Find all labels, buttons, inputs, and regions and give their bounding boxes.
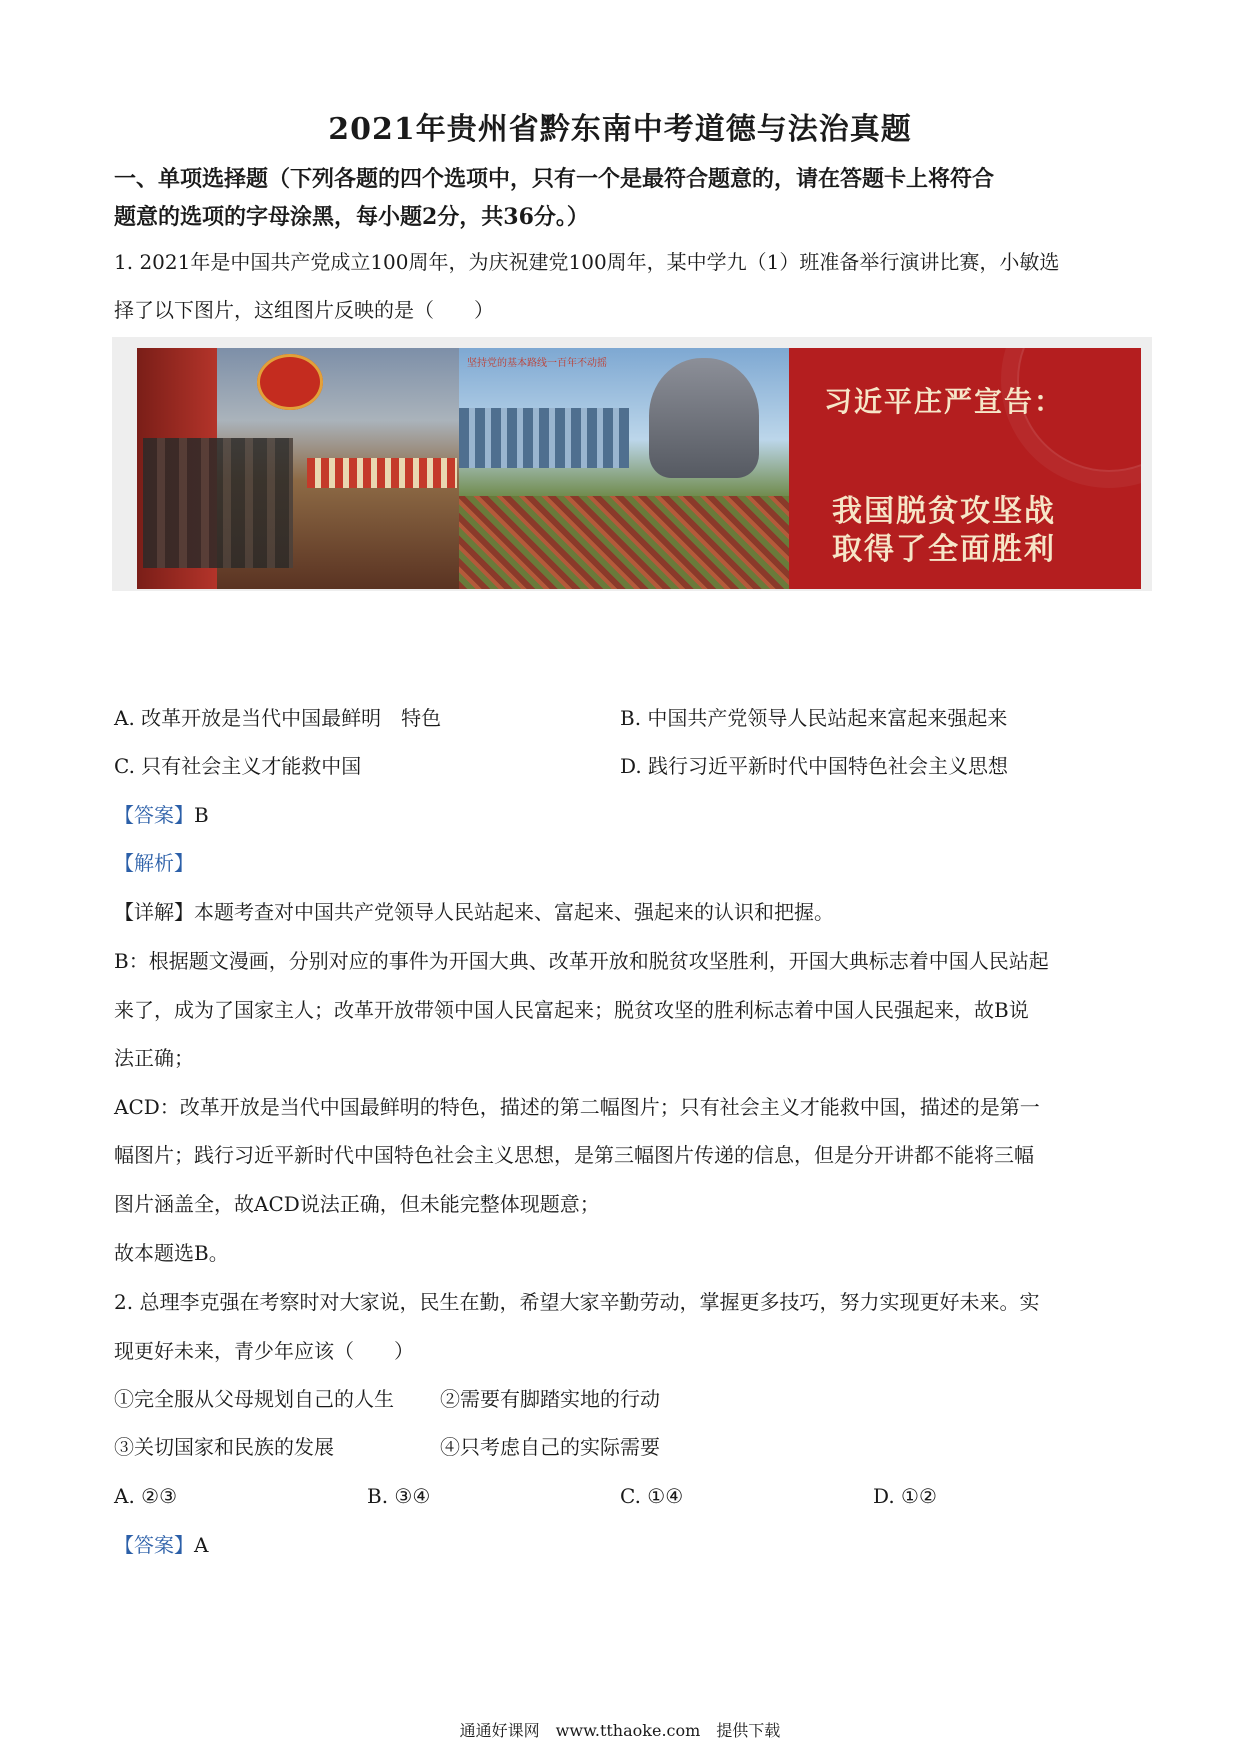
q1-answer: [114, 800, 209, 830]
section-heading: [114, 160, 1134, 236]
q1-figure: [112, 337, 1152, 591]
q1-detail: 【详解】本题考查对中国共产党领导人民站起来、富起来、强起来的认识和把握。: [114, 900, 834, 924]
reform-opening-image: [459, 348, 789, 589]
footer: 通通好课网 www.tthaoke.com 提供下载: [459, 1721, 781, 1740]
q2-stem-line1: 2. 总理李克强在考察时对大家说，民生在勤，希望大家辛勤劳动，掌握更多技巧，努力实现更好未来。实: [114, 1290, 1040, 1314]
q1-stem-line2: 择了以下图片，这组图片反映的是（ ）: [114, 298, 494, 322]
answer-value: A: [194, 1533, 209, 1557]
q1-conclusion: 故本题选B。: [114, 1241, 229, 1265]
q1-acd-line2: 幅图片；践行习近平新时代中国特色社会主义思想，是第三幅图片传递的信息，但是分开讲都不能将三幅: [114, 1143, 1034, 1167]
poverty-alleviation-banner: [789, 348, 1141, 589]
section-heading-line2: 题意的选项的字母涂黑，每小题2分，共36分。）: [114, 204, 589, 230]
q2-answer: [114, 1530, 208, 1560]
answer-label: 【答案】: [114, 1533, 194, 1557]
banner-line1: 习近平庄严宣告：: [823, 385, 1064, 418]
q2-option-d: D. ①②: [873, 1484, 937, 1508]
answer-label: 【答案】: [114, 803, 194, 827]
flags-row: [307, 458, 457, 488]
q2-option-b: B. ③④: [367, 1484, 431, 1508]
q1-b-line2: 来了，成为了国家主人；改革开放带领中国人民富起来；脱贫攻坚的胜利标志着中国人民强起来，故B说: [114, 998, 1029, 1022]
q1-option-a: A. 改革开放是当代中国最鲜明 特色: [114, 706, 442, 730]
q1-option-c: C. 只有社会主义才能救中国: [114, 754, 362, 778]
banner-line3: 取得了全面胜利: [832, 532, 1056, 567]
q1-option-d: D. 践行习近平新时代中国特色社会主义思想: [620, 754, 1009, 778]
page-title: 2021年贵州省黔东南中考道德与法治真题: [328, 112, 912, 147]
q1-acd-line1: ACD：改革开放是当代中国最鲜明的特色，描述的第二幅图片；只有社会主义才能救中国，描述的是第一: [114, 1095, 1040, 1119]
q1-option-b: B. 中国共产党领导人民站起来富起来强起来: [620, 706, 1008, 730]
leaders-group: [143, 438, 293, 568]
portrait: [649, 358, 759, 478]
city-skyline: [459, 408, 629, 468]
q2-item4: ④只考虑自己的实际需要: [440, 1435, 660, 1459]
panel2-caption: 坚持党的基本路线一百年不动摇: [467, 358, 607, 369]
q2-item3: ③关切国家和民族的发展: [114, 1435, 334, 1459]
q2-item1: ①完全服从父母规划自己的人生: [114, 1387, 394, 1411]
flower-field: [459, 496, 789, 589]
founding-ceremony-image: [137, 348, 459, 589]
q2-stem-line2: 现更好未来，青少年应该（ ）: [114, 1339, 414, 1363]
q2-option-c: C. ①④: [620, 1484, 684, 1508]
banner-line2: 我国脱贫攻坚战: [832, 494, 1056, 529]
q2-option-a: A. ②③: [114, 1484, 178, 1508]
answer-value: B: [194, 803, 209, 827]
analysis-label: 【解析】: [114, 851, 194, 875]
lantern-icon: [257, 354, 323, 410]
q1-acd-line3: 图片涵盖全，故ACD说法正确，但未能完整体现题意；: [114, 1192, 600, 1216]
q1-stem-line1: 1. 2021年是中国共产党成立100周年，为庆祝建党100周年，某中学九（1）班准备举行演讲比赛，小敏选: [114, 250, 1060, 274]
q1-b-line3: 法正确；: [114, 1046, 194, 1070]
q1-b-line1: B：根据题文漫画，分别对应的事件为开国大典、改革开放和脱贫攻坚胜利，开国大典标志着中国人民站起: [114, 949, 1049, 973]
section-heading-line1: 一、单项选择题（下列各题的四个选项中，只有一个是最符合题意的，请在答题卡上将符合: [114, 166, 995, 192]
q1-analysis-label: [114, 848, 194, 878]
q2-item2: ②需要有脚踏实地的行动: [440, 1387, 660, 1411]
